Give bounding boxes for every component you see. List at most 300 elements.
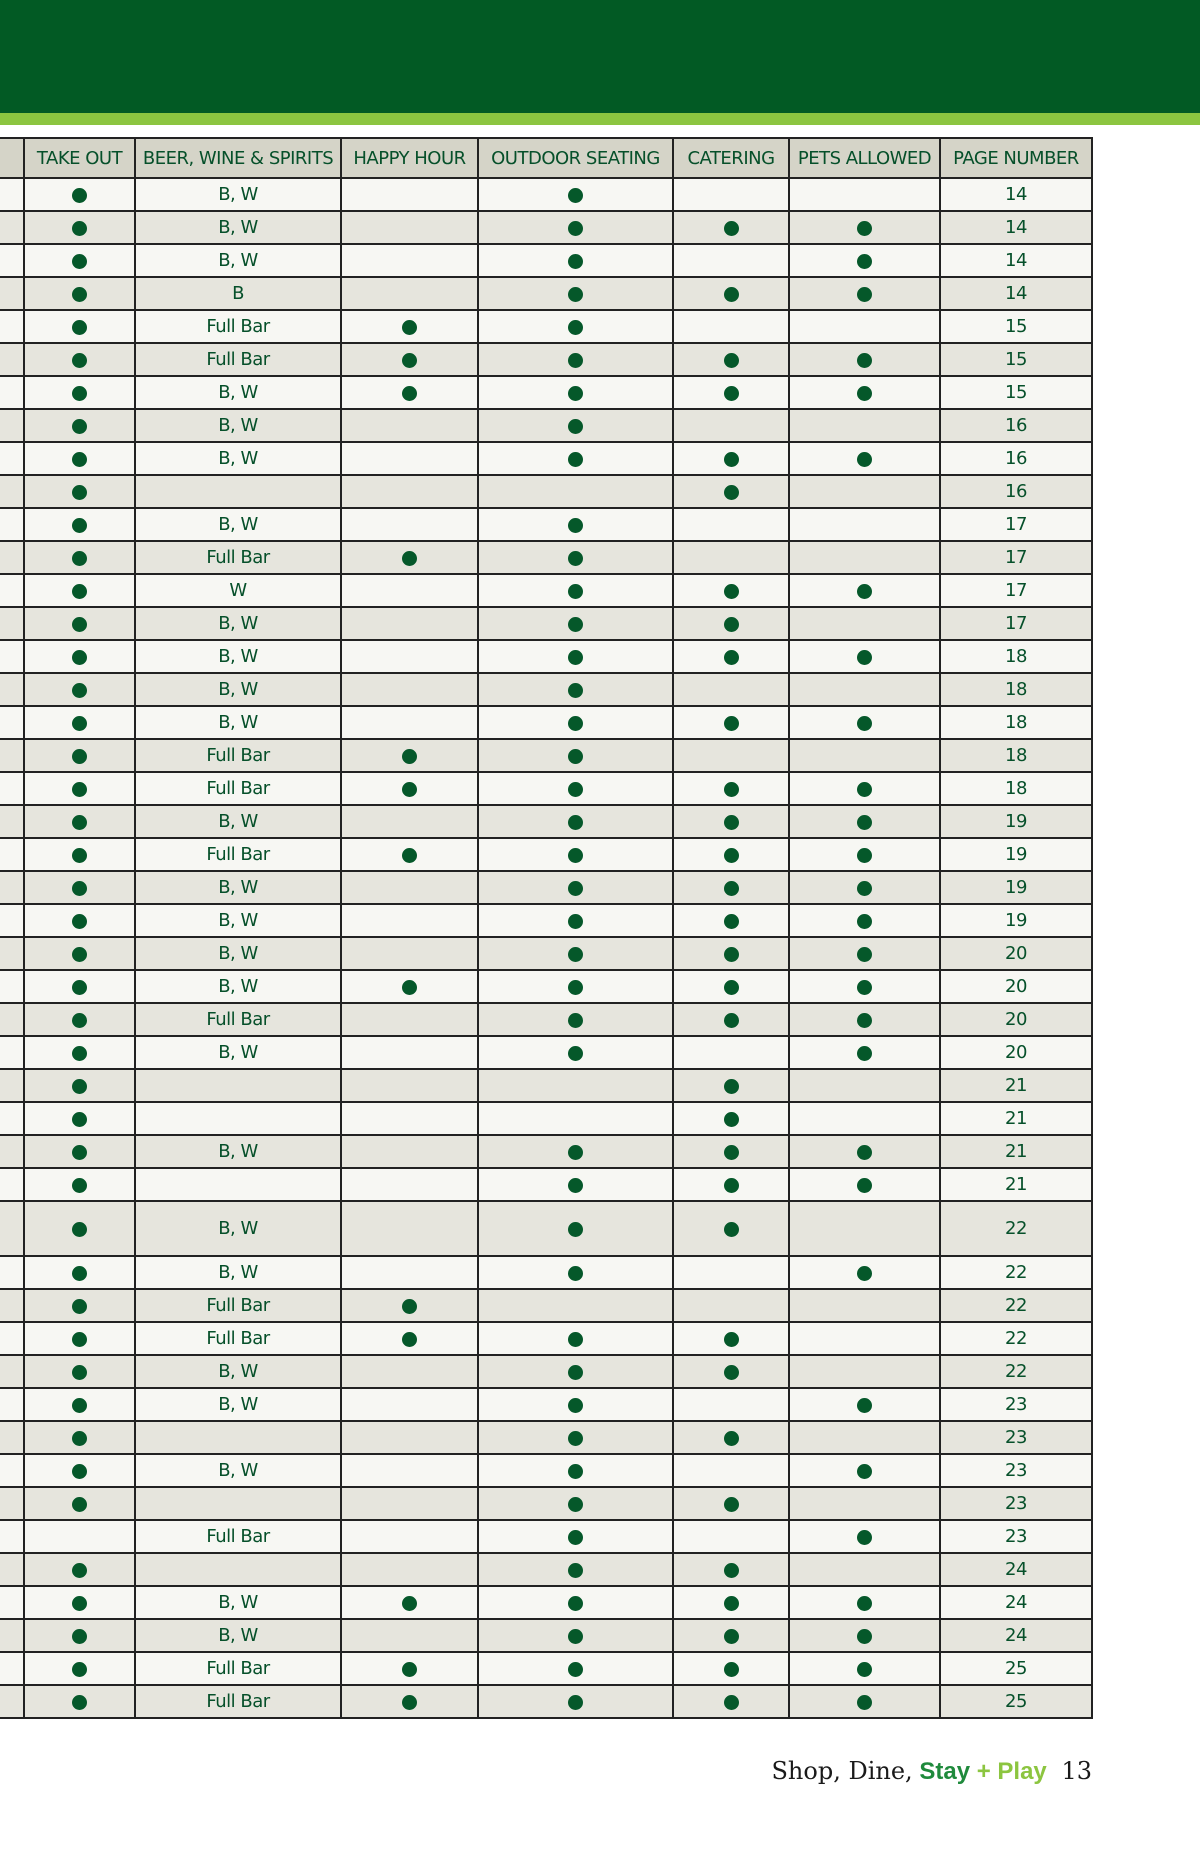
table-row <box>0 475 1092 508</box>
take-out-cell <box>24 1102 135 1135</box>
beer-wine-spirits-cell: Full Bar <box>135 838 341 871</box>
bullet-dot-icon <box>72 254 87 269</box>
bullet-dot-icon <box>857 287 872 302</box>
bullet-dot-icon <box>568 518 583 533</box>
pets-allowed-cell <box>789 1388 940 1421</box>
bullet-dot-icon <box>724 881 739 896</box>
bullet-dot-icon <box>568 221 583 236</box>
take-out-cell <box>24 1652 135 1685</box>
bullet-dot-icon <box>724 1079 739 1094</box>
bullet-dot-icon <box>568 1365 583 1380</box>
bullet-dot-icon <box>72 815 87 830</box>
table-row <box>0 937 1092 970</box>
outdoor-seating-cell <box>478 1322 673 1355</box>
bullet-dot-icon <box>857 353 872 368</box>
happy-hour-cell <box>341 376 478 409</box>
bullet-dot-icon <box>72 287 87 302</box>
bullet-dot-icon <box>724 617 739 632</box>
table-row <box>0 838 1092 871</box>
bullet-dot-icon <box>402 1299 417 1314</box>
table-row <box>0 1685 1092 1718</box>
catering-cell <box>673 541 789 574</box>
footer-brand-play: Play <box>997 1758 1047 1785</box>
page-number-cell: 16 <box>940 409 1092 442</box>
pets-allowed-cell <box>789 1520 940 1553</box>
bullet-dot-icon <box>568 650 583 665</box>
happy-hour-cell <box>341 937 478 970</box>
bullet-dot-icon <box>72 1013 87 1028</box>
table-row <box>0 1454 1092 1487</box>
pets-allowed-cell <box>789 1355 940 1388</box>
happy-hour-cell <box>341 1135 478 1168</box>
take-out-cell <box>24 1520 135 1553</box>
pets-allowed-cell <box>789 805 940 838</box>
table-row <box>0 805 1092 838</box>
column-header-pets-allowed: PETS ALLOWED <box>789 138 940 178</box>
name-cell <box>0 1421 24 1454</box>
name-cell <box>0 442 24 475</box>
page-number-cell: 23 <box>940 1421 1092 1454</box>
pets-allowed-cell <box>789 178 940 211</box>
name-cell <box>0 1322 24 1355</box>
beer-wine-spirits-cell: B, W <box>135 178 341 211</box>
beer-wine-spirits-cell: B, W <box>135 1388 341 1421</box>
table-row <box>0 508 1092 541</box>
happy-hour-cell <box>341 1520 478 1553</box>
header-banner <box>0 0 1200 113</box>
page-number-cell: 22 <box>940 1289 1092 1322</box>
bullet-dot-icon <box>857 1145 872 1160</box>
catering-cell <box>673 310 789 343</box>
outdoor-seating-cell <box>478 1036 673 1069</box>
bullet-dot-icon <box>568 1332 583 1347</box>
happy-hour-cell <box>341 1487 478 1520</box>
pets-allowed-cell <box>789 1069 940 1102</box>
table-row <box>0 706 1092 739</box>
pets-allowed-cell <box>789 1201 940 1256</box>
pets-allowed-cell <box>789 1487 940 1520</box>
table-row <box>0 1102 1092 1135</box>
happy-hour-cell <box>341 1256 478 1289</box>
take-out-cell <box>24 871 135 904</box>
outdoor-seating-cell <box>478 838 673 871</box>
page-number-cell: 19 <box>940 871 1092 904</box>
catering-cell <box>673 1652 789 1685</box>
bullet-dot-icon <box>857 1695 872 1710</box>
catering-cell <box>673 1135 789 1168</box>
page-number-cell: 18 <box>940 673 1092 706</box>
outdoor-seating-cell <box>478 1454 673 1487</box>
bullet-dot-icon <box>724 848 739 863</box>
name-cell <box>0 1135 24 1168</box>
bullet-dot-icon <box>857 881 872 896</box>
bullet-dot-icon <box>72 485 87 500</box>
outdoor-seating-cell <box>478 904 673 937</box>
table-row <box>0 1487 1092 1520</box>
bullet-dot-icon <box>724 650 739 665</box>
bullet-dot-icon <box>402 1695 417 1710</box>
table-row <box>0 640 1092 673</box>
beer-wine-spirits-cell: Full Bar <box>135 541 341 574</box>
bullet-dot-icon <box>72 1398 87 1413</box>
bullet-dot-icon <box>857 815 872 830</box>
bullet-dot-icon <box>724 1695 739 1710</box>
beer-wine-spirits-cell: B, W <box>135 409 341 442</box>
bullet-dot-icon <box>72 584 87 599</box>
bullet-dot-icon <box>857 221 872 236</box>
take-out-cell <box>24 970 135 1003</box>
pets-allowed-cell <box>789 904 940 937</box>
page-number-cell: 20 <box>940 970 1092 1003</box>
table-row <box>0 904 1092 937</box>
bullet-dot-icon <box>857 848 872 863</box>
catering-cell <box>673 508 789 541</box>
table-row <box>0 343 1092 376</box>
catering-cell <box>673 1322 789 1355</box>
column-header-beer-wine-spirits: BEER, WINE & SPIRITS <box>135 138 341 178</box>
bullet-dot-icon <box>402 782 417 797</box>
bullet-dot-icon <box>724 1596 739 1611</box>
bullet-dot-icon <box>402 980 417 995</box>
bullet-dot-icon <box>568 1222 583 1237</box>
bullet-dot-icon <box>857 1398 872 1413</box>
outdoor-seating-cell <box>478 1355 673 1388</box>
bullet-dot-icon <box>857 1464 872 1479</box>
bullet-dot-icon <box>72 1596 87 1611</box>
outdoor-seating-cell <box>478 706 673 739</box>
bullet-dot-icon <box>724 221 739 236</box>
table-header-row <box>0 138 1092 178</box>
outdoor-seating-cell <box>478 1586 673 1619</box>
bullet-dot-icon <box>568 1178 583 1193</box>
name-cell <box>0 310 24 343</box>
pets-allowed-cell <box>789 607 940 640</box>
table-row <box>0 1135 1092 1168</box>
name-cell <box>0 904 24 937</box>
bullet-dot-icon <box>568 1563 583 1578</box>
pets-allowed-cell <box>789 574 940 607</box>
bullet-dot-icon <box>568 1046 583 1061</box>
page-number-cell: 20 <box>940 1036 1092 1069</box>
catering-cell <box>673 1487 789 1520</box>
name-cell <box>0 1201 24 1256</box>
outdoor-seating-cell <box>478 871 673 904</box>
bullet-dot-icon <box>857 1046 872 1061</box>
table-body <box>0 178 1092 1718</box>
catering-cell <box>673 805 789 838</box>
table-row <box>0 970 1092 1003</box>
catering-cell <box>673 574 789 607</box>
page-number-cell: 17 <box>940 508 1092 541</box>
take-out-cell <box>24 739 135 772</box>
page-number-cell: 19 <box>940 805 1092 838</box>
page-number-cell: 23 <box>940 1487 1092 1520</box>
bullet-dot-icon <box>402 749 417 764</box>
catering-cell <box>673 1102 789 1135</box>
name-cell <box>0 1102 24 1135</box>
take-out-cell <box>24 277 135 310</box>
happy-hour-cell <box>341 508 478 541</box>
happy-hour-cell <box>341 1586 478 1619</box>
bullet-dot-icon <box>568 353 583 368</box>
beer-wine-spirits-cell: Full Bar <box>135 310 341 343</box>
take-out-cell <box>24 937 135 970</box>
pets-allowed-cell <box>789 211 940 244</box>
name-cell <box>0 1454 24 1487</box>
page-number-cell: 22 <box>940 1201 1092 1256</box>
happy-hour-cell <box>341 805 478 838</box>
happy-hour-cell <box>341 277 478 310</box>
outdoor-seating-cell <box>478 475 673 508</box>
name-cell <box>0 178 24 211</box>
bullet-dot-icon <box>724 485 739 500</box>
table-row <box>0 1421 1092 1454</box>
happy-hour-cell <box>341 178 478 211</box>
name-cell <box>0 1553 24 1586</box>
bullet-dot-icon <box>857 1596 872 1611</box>
take-out-cell <box>24 607 135 640</box>
page-number-cell: 20 <box>940 937 1092 970</box>
bullet-dot-icon <box>724 1112 739 1127</box>
take-out-cell <box>24 409 135 442</box>
happy-hour-cell <box>341 574 478 607</box>
catering-cell <box>673 673 789 706</box>
catering-cell <box>673 1388 789 1421</box>
bullet-dot-icon <box>568 254 583 269</box>
take-out-cell <box>24 1421 135 1454</box>
column-header-name <box>0 138 24 178</box>
bullet-dot-icon <box>857 1530 872 1545</box>
table-row <box>0 376 1092 409</box>
pets-allowed-cell <box>789 1685 940 1718</box>
footer-brand-text: Shop, Dine, <box>771 1757 913 1785</box>
page-number-cell: 21 <box>940 1102 1092 1135</box>
outdoor-seating-cell <box>478 244 673 277</box>
bullet-dot-icon <box>568 551 583 566</box>
name-cell <box>0 1036 24 1069</box>
page-number-cell: 14 <box>940 244 1092 277</box>
catering-cell <box>673 1003 789 1036</box>
catering-cell <box>673 1619 789 1652</box>
catering-cell <box>673 1069 789 1102</box>
pets-allowed-cell <box>789 937 940 970</box>
bullet-dot-icon <box>72 188 87 203</box>
outdoor-seating-cell <box>478 343 673 376</box>
happy-hour-cell <box>341 1168 478 1201</box>
pets-allowed-cell <box>789 772 940 805</box>
table-row <box>0 673 1092 706</box>
beer-wine-spirits-cell: B, W <box>135 640 341 673</box>
bullet-dot-icon <box>568 287 583 302</box>
bullet-dot-icon <box>568 320 583 335</box>
bullet-dot-icon <box>72 1662 87 1677</box>
beer-wine-spirits-cell: B <box>135 277 341 310</box>
bullet-dot-icon <box>724 1365 739 1380</box>
happy-hour-cell <box>341 739 478 772</box>
catering-cell <box>673 970 789 1003</box>
name-cell <box>0 409 24 442</box>
bullet-dot-icon <box>857 1013 872 1028</box>
outdoor-seating-cell <box>478 1201 673 1256</box>
page-number-cell: 14 <box>940 277 1092 310</box>
catering-cell <box>673 442 789 475</box>
pets-allowed-cell <box>789 541 940 574</box>
catering-cell <box>673 1520 789 1553</box>
table-row <box>0 871 1092 904</box>
take-out-cell <box>24 1135 135 1168</box>
bullet-dot-icon <box>568 881 583 896</box>
take-out-cell <box>24 673 135 706</box>
page-number-cell: 24 <box>940 1619 1092 1652</box>
pets-allowed-cell <box>789 1256 940 1289</box>
outdoor-seating-cell <box>478 1003 673 1036</box>
page-number-cell: 24 <box>940 1553 1092 1586</box>
take-out-cell <box>24 574 135 607</box>
beer-wine-spirits-cell: B, W <box>135 607 341 640</box>
bullet-dot-icon <box>724 1178 739 1193</box>
name-cell <box>0 970 24 1003</box>
beer-wine-spirits-cell: B, W <box>135 706 341 739</box>
bullet-dot-icon <box>568 1145 583 1160</box>
name-cell <box>0 772 24 805</box>
pets-allowed-cell <box>789 1652 940 1685</box>
outdoor-seating-cell <box>478 541 673 574</box>
beer-wine-spirits-cell: Full Bar <box>135 739 341 772</box>
beer-wine-spirits-cell: B, W <box>135 508 341 541</box>
page-number-cell: 16 <box>940 442 1092 475</box>
pets-allowed-cell <box>789 1454 940 1487</box>
bullet-dot-icon <box>724 1563 739 1578</box>
page-number-cell: 16 <box>940 475 1092 508</box>
bullet-dot-icon <box>568 1497 583 1512</box>
bullet-dot-icon <box>724 584 739 599</box>
pets-allowed-cell <box>789 1586 940 1619</box>
name-cell <box>0 1168 24 1201</box>
bullet-dot-icon <box>402 551 417 566</box>
bullet-dot-icon <box>857 452 872 467</box>
name-cell <box>0 739 24 772</box>
table-row <box>0 1168 1092 1201</box>
name-cell <box>0 937 24 970</box>
beer-wine-spirits-cell: W <box>135 574 341 607</box>
outdoor-seating-cell <box>478 376 673 409</box>
bullet-dot-icon <box>568 1464 583 1479</box>
bullet-dot-icon <box>72 1365 87 1380</box>
catering-cell <box>673 871 789 904</box>
catering-cell <box>673 1421 789 1454</box>
happy-hour-cell <box>341 244 478 277</box>
happy-hour-cell <box>341 343 478 376</box>
bullet-dot-icon <box>72 1497 87 1512</box>
bullet-dot-icon <box>724 1332 739 1347</box>
bullet-dot-icon <box>568 188 583 203</box>
bullet-dot-icon <box>568 1266 583 1281</box>
amenities-table-container <box>0 137 1092 1719</box>
bullet-dot-icon <box>857 1662 872 1677</box>
bullet-dot-icon <box>724 452 739 467</box>
pets-allowed-cell <box>789 1619 940 1652</box>
bullet-dot-icon <box>568 1662 583 1677</box>
bullet-dot-icon <box>724 1497 739 1512</box>
take-out-cell <box>24 904 135 937</box>
table-row <box>0 1036 1092 1069</box>
table-row <box>0 1355 1092 1388</box>
bullet-dot-icon <box>72 1178 87 1193</box>
name-cell <box>0 1520 24 1553</box>
outdoor-seating-cell <box>478 673 673 706</box>
beer-wine-spirits-cell: B, W <box>135 970 341 1003</box>
take-out-cell <box>24 1069 135 1102</box>
bullet-dot-icon <box>402 1596 417 1611</box>
page-number-cell: 22 <box>940 1322 1092 1355</box>
beer-wine-spirits-cell: Full Bar <box>135 1322 341 1355</box>
take-out-cell <box>24 1388 135 1421</box>
pets-allowed-cell <box>789 1553 940 1586</box>
table-row <box>0 1520 1092 1553</box>
take-out-cell <box>24 244 135 277</box>
outdoor-seating-cell <box>478 937 673 970</box>
table-row <box>0 1201 1092 1256</box>
table-row <box>0 178 1092 211</box>
outdoor-seating-cell <box>478 1168 673 1201</box>
pets-allowed-cell <box>789 706 940 739</box>
bullet-dot-icon <box>857 914 872 929</box>
pets-allowed-cell <box>789 1135 940 1168</box>
name-cell <box>0 706 24 739</box>
bullet-dot-icon <box>724 980 739 995</box>
happy-hour-cell <box>341 310 478 343</box>
happy-hour-cell <box>341 409 478 442</box>
take-out-cell <box>24 1256 135 1289</box>
bullet-dot-icon <box>724 782 739 797</box>
page-number-cell: 19 <box>940 904 1092 937</box>
bullet-dot-icon <box>72 1145 87 1160</box>
name-cell <box>0 343 24 376</box>
page-number-cell: 24 <box>940 1586 1092 1619</box>
happy-hour-cell <box>341 1003 478 1036</box>
beer-wine-spirits-cell: B, W <box>135 1454 341 1487</box>
bullet-dot-icon <box>72 386 87 401</box>
catering-cell <box>673 277 789 310</box>
take-out-cell <box>24 376 135 409</box>
page-number-cell: 14 <box>940 178 1092 211</box>
beer-wine-spirits-cell: Full Bar <box>135 1652 341 1685</box>
take-out-cell <box>24 178 135 211</box>
pets-allowed-cell <box>789 1421 940 1454</box>
pets-allowed-cell <box>789 277 940 310</box>
column-header-take-out: TAKE OUT <box>24 138 135 178</box>
take-out-cell <box>24 1168 135 1201</box>
pets-allowed-cell <box>789 640 940 673</box>
bullet-dot-icon <box>568 749 583 764</box>
outdoor-seating-cell <box>478 1553 673 1586</box>
pets-allowed-cell <box>789 871 940 904</box>
bullet-dot-icon <box>857 1178 872 1193</box>
column-header-outdoor-seating: OUTDOOR SEATING <box>478 138 673 178</box>
table-row <box>0 211 1092 244</box>
beer-wine-spirits-cell <box>135 1168 341 1201</box>
beer-wine-spirits-cell <box>135 1553 341 1586</box>
name-cell <box>0 1289 24 1322</box>
name-cell <box>0 1487 24 1520</box>
outdoor-seating-cell <box>478 1289 673 1322</box>
amenities-table <box>0 137 1093 1719</box>
outdoor-seating-cell <box>478 211 673 244</box>
catering-cell <box>673 1256 789 1289</box>
bullet-dot-icon <box>724 287 739 302</box>
bullet-dot-icon <box>568 848 583 863</box>
beer-wine-spirits-cell: B, W <box>135 1256 341 1289</box>
